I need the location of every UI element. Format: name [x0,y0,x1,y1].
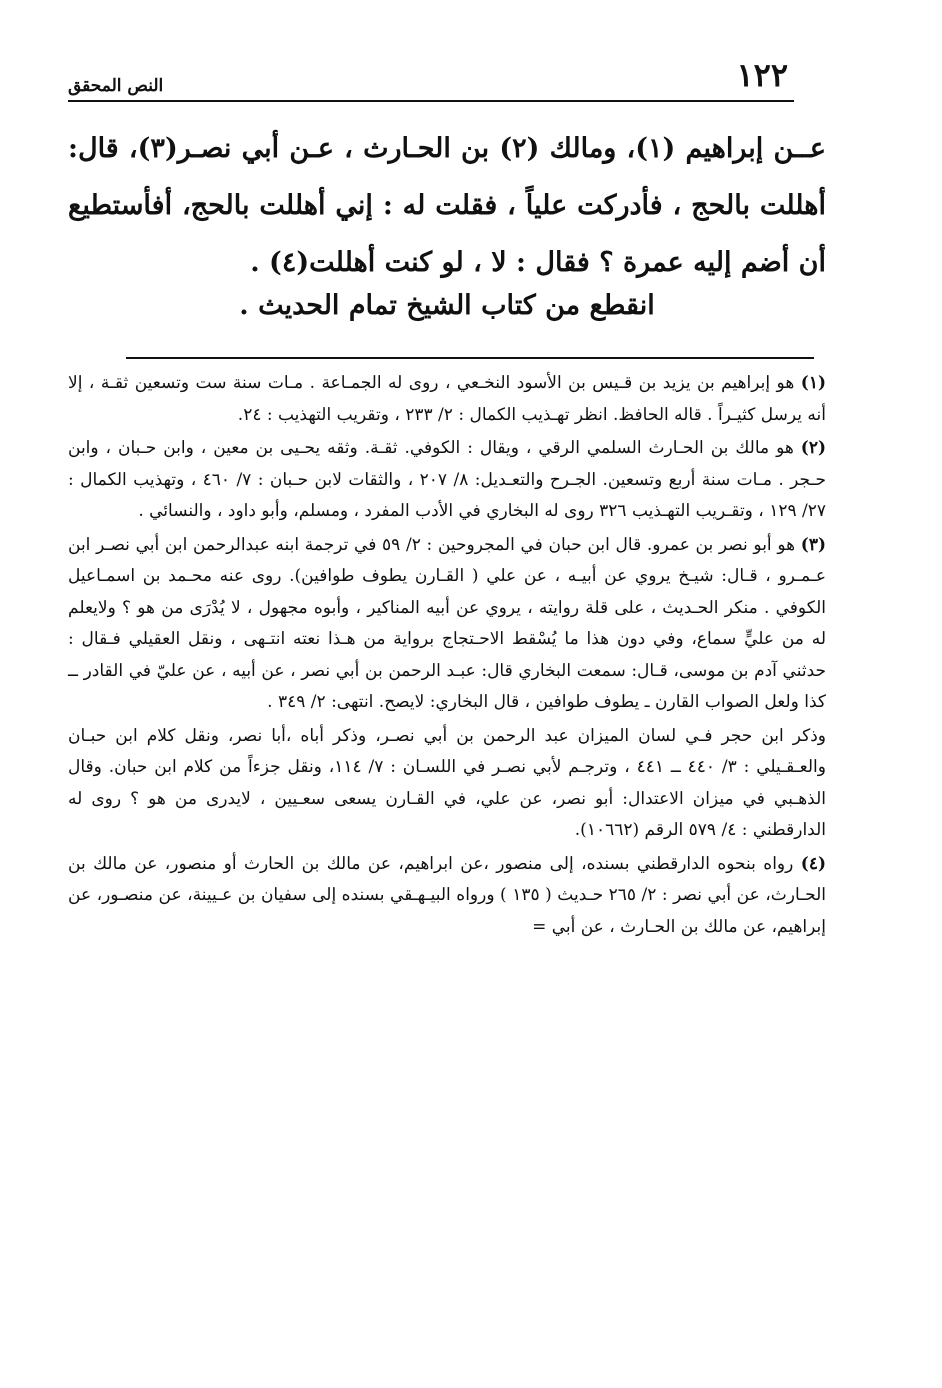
footnote-text: هو إبراهيم بن يزيد بن قـيس بن الأسود النخـعي ، روى له الجمـاعة . مـات سنة ست وتسعين ثقـة ، إلا أنه يرسل كثيـراً . قاله الحافظ. انظر تهـذيب الكمال : ٢/ ٢٣٣ ، وتقريب التهذيب : ٢٤. [68,373,826,425]
closing-line: انقطع من كتاب الشيخ تمام الحديث . [239,290,655,321]
footnote-3 [68,530,826,719]
footnote-4 [68,849,826,944]
footnote-number: (٢) [800,438,827,458]
footnote-3-continuation: وذكر ابن حجر فـي لسان الميزان عبد الرحمن بن أبي نصـر، وذكر أباه ،أبا نصر، ونقل كلام ابن حبـان والعـقـيلي : ٣/ ٤٤٠ ــ ٤٤١ ، وترجـم لأبي نصـر في اللسـان : ٧/ ١١٤، ونقل جزءاً من كلام ابن حبان. وقال الذهـبي في ميزان الاعتدال: أبو نصر، عن علي، في القـارن يسعى سعـيين ، لايدرى من هو ؟ روى له الدارقطني : ٤/ ٥٧٩ الرقم (١٠٦٦٢). [68,725,826,840]
page-header [68,48,794,102]
footnote-text: هو أبو نصر بن عمرو. قال ابن حبان في المجروحين : ٢/ ٥٩ في ترجمة ابنه عبدالرحمن ابن أبي نصـر ابن عـمـرو ، قـال: شيـخ يروي عن أبيـه ، عن علي ( القـارن يطوف طوافين). روى عنه محـمد بن اسمـاعيل الكوفي . منكر الحـديث ، على قلة روايته ، يروي عن أبيه المناكير ، وأبوه مجهول ، لا يُدْرَى من هو ؟ ولايعلم له من عليٍّ سماع، وفي دون هذا ما يُسْقط الاحـتجاج برواية من هـذا نعته انتـهى ، ونقل العقيلي فـقال : حدثني آدم بن موسى، قـال: سمعت البخاري قال: عبـد الرحمن بن أبي نصر ، عن أبيه ، عن عليّ في القادر ــ كذا ولعل الصواب القارن ـ يطوف طوافين ، قال البخاري: لايصح. انتهى: ٢/ ٣٤٩ . [68,534,826,712]
footnote-text: رواه بنحوه الدارقطني بسنده، إلى منصور ،عن ابراهيم، عن مالك بن الحارث أو منصور، عن مالك بن الحـارث، عن أبي نصر : ٢/ ٢٦٥ حـديث ( ١٣٥ ) ورواه البيـهـقي بسنده إلى سفيان بن عـيينة، عن منصـور، عن إبراهيم، عن مالك بن الحـارث ، عن أبي = [68,853,827,937]
footnote-1 [68,368,826,431]
footnote-text: هو مالك بن الحـارث السلمي الرقي ، ويقال : الكوفي. ثقـة. وثقه يحـيى بن معين ، وابن حـبان ، وابن حـجر . مـات سنة أربع وتسعين. الجـرح والتعـديل: ٨/ ٢٠٧ ، والثقات لابن حـبان : ٧/ ٤٦٠ ، وتهذيب الكمال : ٢٧/ ١٢٩ ، وتقـريب التهـذيب ٣٢٦ روى له البخاري في الأدب المفرد ، ومسلم، وأبو داود ، والنسائي . [68,438,826,521]
footnote-number: (٣) [800,534,827,555]
footnote-separator [126,357,814,359]
footnote-number: (٤) [800,853,826,874]
page-number: ١٢٢ [736,56,788,94]
footnote-number: (١) [800,373,827,393]
footnotes [68,368,826,945]
footnote-2 [68,433,826,528]
main-paragraph: عــن إبراهيم (١)، ومالك (٢) بن الحـارث ، عـن أبي نصـر(٣)، قال: أهللت بالحج ، فأدركت علياً ، فقلت له : إني أهللت بالحج، أفأستطيع أن أضم إليه عمرة ؟ فقال : لا ، لو كنت أهللت(٤) . [68,133,826,278]
running-title: النص المحقق [68,76,164,96]
